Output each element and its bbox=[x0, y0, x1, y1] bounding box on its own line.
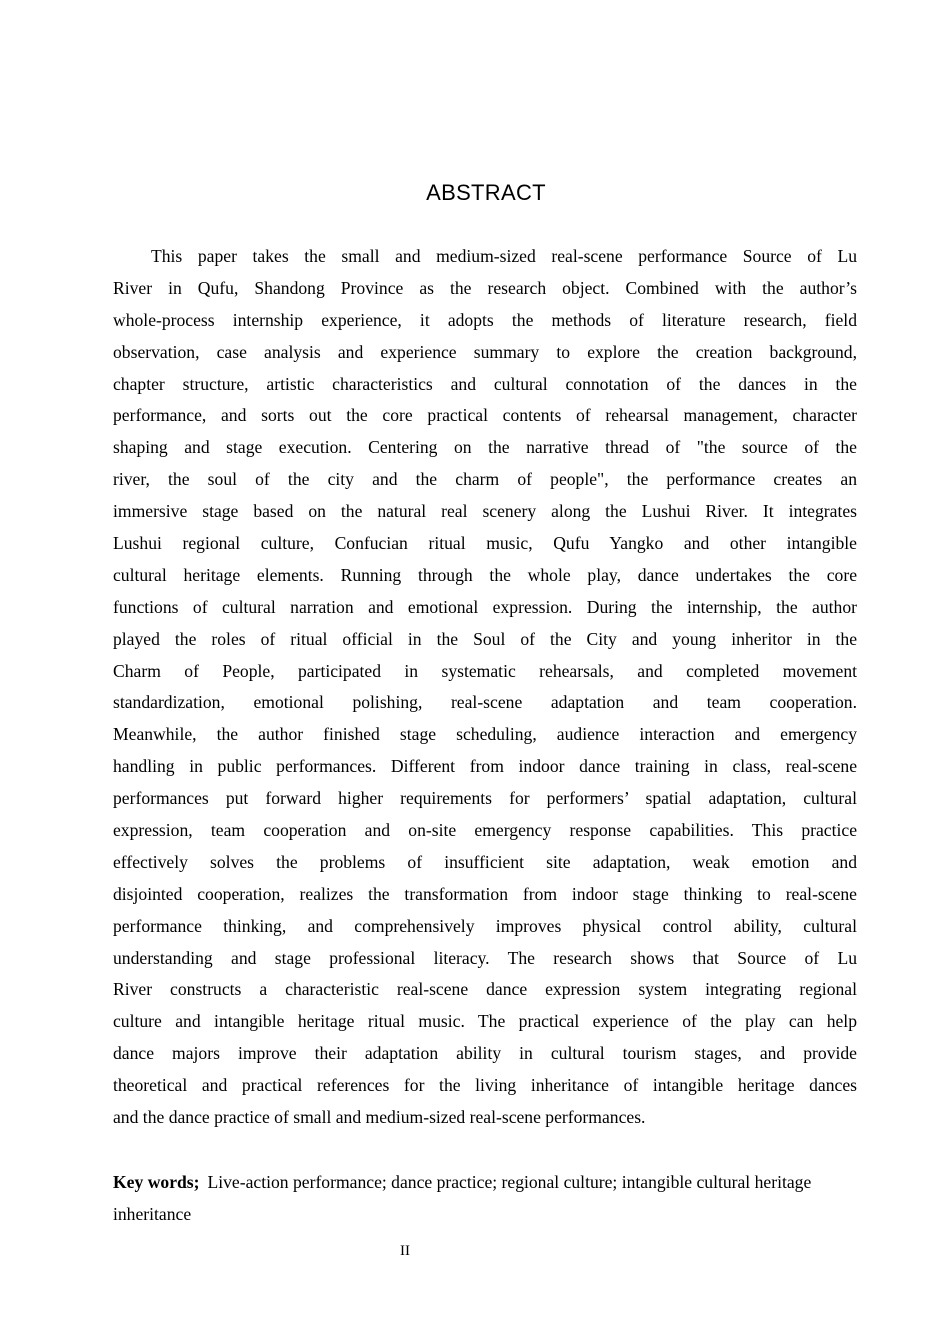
page-number: II bbox=[400, 1243, 410, 1259]
abstract-line: and the dance practice of small and medium-sized real-scene performances. bbox=[113, 1107, 646, 1128]
abstract-line: performance thinking, and comprehensively improves physical control ability, cultural bbox=[113, 915, 857, 936]
abstract-line: handling in public performances. Different from indoor dance training in class, real-scene bbox=[113, 756, 857, 777]
abstract-line: river, the soul of the city and the charm of people", the performance creates an bbox=[113, 469, 857, 490]
abstract-body bbox=[113, 241, 857, 1134]
abstract-line: disjointed cooperation, realizes the transformation from indoor stage thinking to real-scene bbox=[113, 883, 857, 904]
abstract-line: chapter structure, artistic characteristics and cultural connotation of the dances in the bbox=[113, 373, 857, 394]
abstract-line: observation, case analysis and experience summary to explore the creation background, bbox=[113, 341, 857, 362]
abstract-title: ABSTRACT bbox=[426, 180, 546, 205]
abstract-line: shaping and stage execution. Centering on the narrative thread of "the source of the bbox=[113, 437, 857, 458]
abstract-line: understanding and stage professional literacy. The research shows that Source of Lu bbox=[113, 947, 857, 968]
abstract-line: Lushui regional culture, Confucian ritual music, Qufu Yangko and other intangible bbox=[113, 533, 857, 554]
abstract-line: River in Qufu, Shandong Province as the research object. Combined with the author’s bbox=[113, 277, 857, 298]
keywords-block bbox=[113, 1166, 857, 1230]
abstract-line: Charm of People, participated in systematic rehearsals, and completed movement bbox=[113, 660, 857, 681]
abstract-line: played the roles of ritual official in the Soul of the City and young inheritor in the bbox=[113, 628, 857, 649]
abstract-line: cultural heritage elements. Running through the whole play, dance undertakes the core bbox=[113, 564, 857, 585]
abstract-line: performances put forward higher requirements for performers’ spatial adaptation, cultural bbox=[113, 788, 857, 809]
abstract-line: Meanwhile, the author finished stage scheduling, audience interaction and emergency bbox=[113, 724, 857, 745]
abstract-line: River constructs a characteristic real-scene dance expression system integrating regional bbox=[113, 979, 857, 1000]
abstract-line: expression, team cooperation and on-site emergency response capabilities. This practice bbox=[113, 820, 857, 841]
abstract-line: functions of cultural narration and emotional expression. During the internship, the author bbox=[113, 596, 857, 617]
abstract-line: culture and intangible heritage ritual music. The practical experience of the play can help bbox=[113, 1011, 857, 1032]
abstract-line: effectively solves the problems of insufficient site adaptation, weak emotion and bbox=[113, 851, 857, 872]
abstract-line: whole-process internship experience, it adopts the methods of literature research, field bbox=[113, 309, 857, 330]
keywords-text: Live-action performance; dance practice; regional culture; intangible cultural heritage inheritance bbox=[113, 1172, 812, 1224]
keywords-label: Key words; bbox=[113, 1172, 200, 1192]
abstract-line: theoretical and practical references for the living inheritance of intangible heritage dances bbox=[113, 1075, 857, 1096]
abstract-line: performance, and sorts out the core practical contents of rehearsal management, character bbox=[113, 405, 857, 426]
abstract-line: standardization, emotional polishing, real-scene adaptation and team cooperation. bbox=[113, 692, 857, 713]
abstract-line: This paper takes the small and medium-sized real-scene performance Source of Lu bbox=[151, 246, 857, 266]
abstract-line: immersive stage based on the natural real scenery along the Lushui River. It integrates bbox=[113, 501, 857, 522]
abstract-line: dance majors improve their adaptation ability in cultural tourism stages, and provide bbox=[113, 1043, 857, 1064]
